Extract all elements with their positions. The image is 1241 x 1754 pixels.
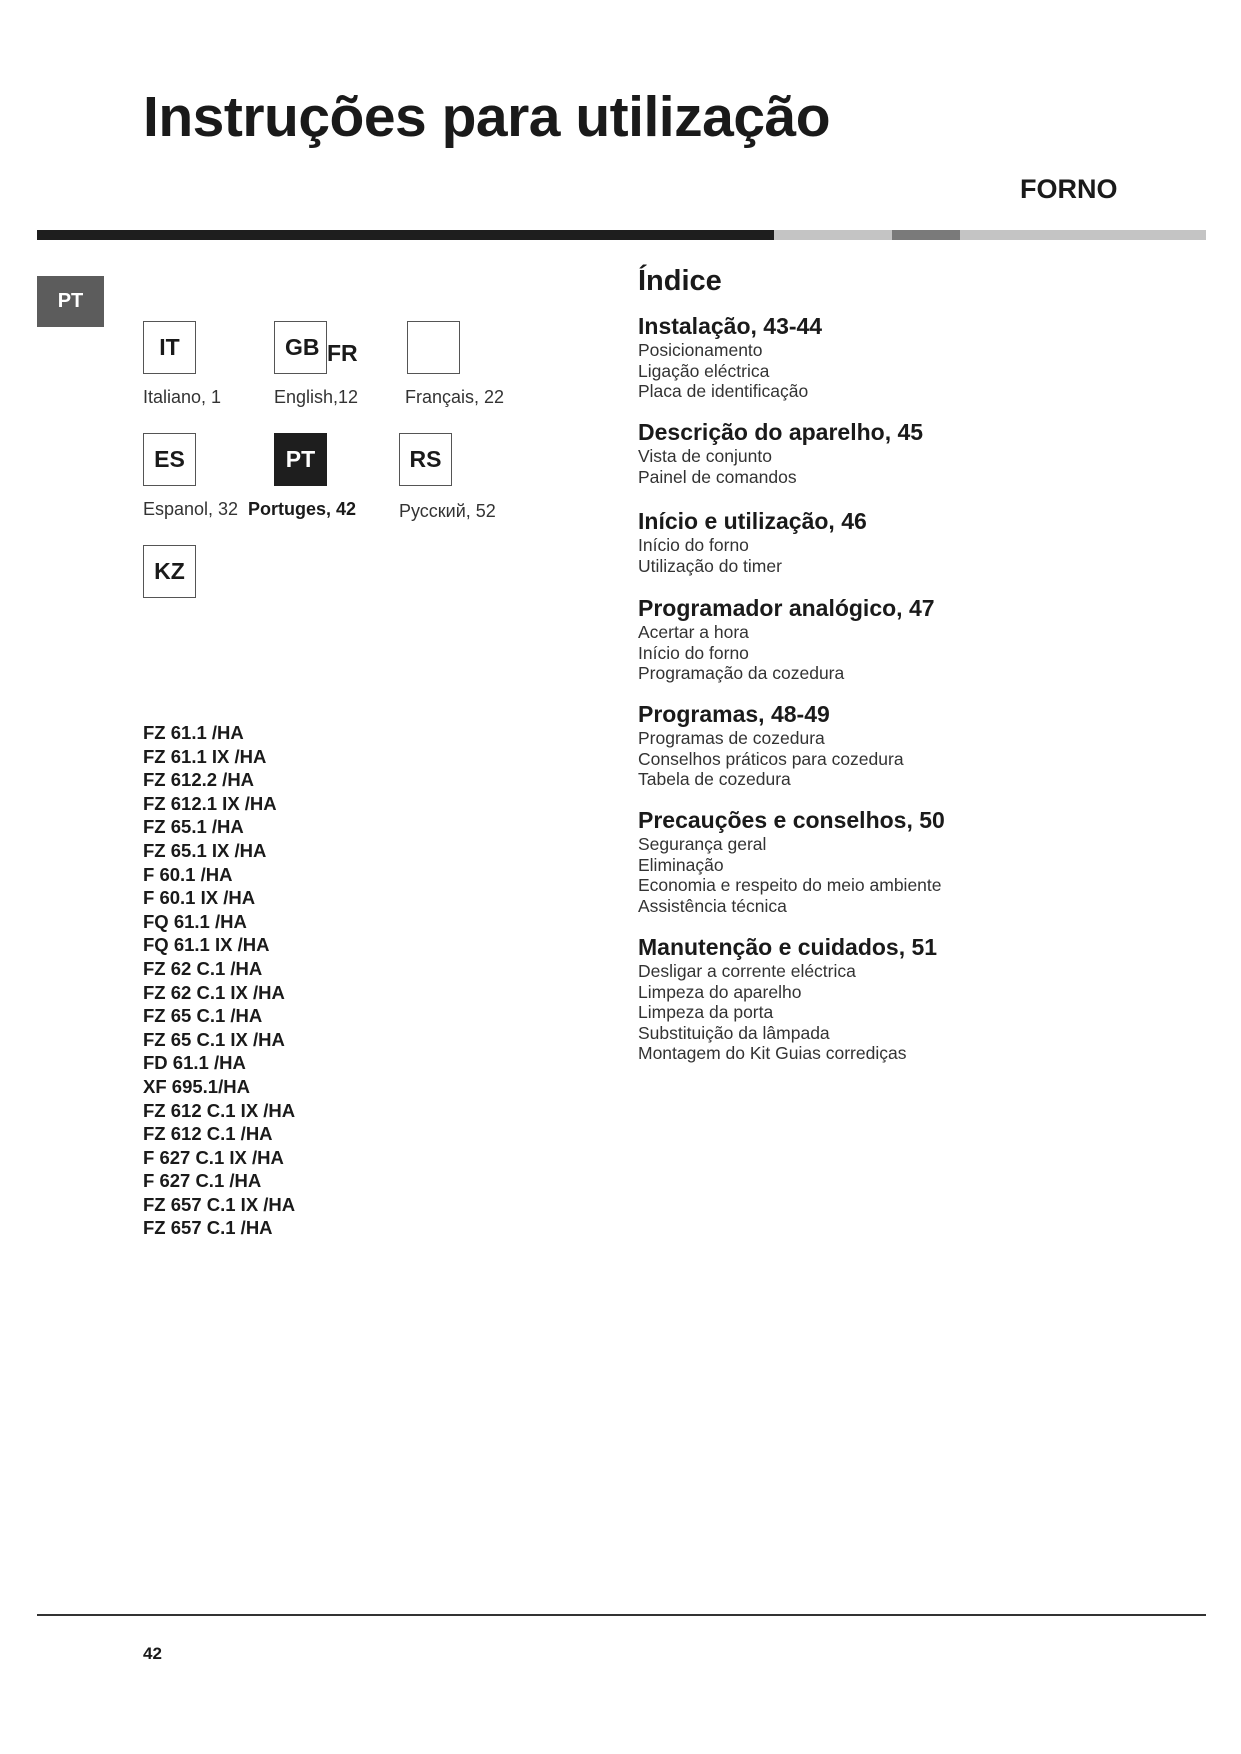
index-section-heading: Instalação, 43-44 <box>638 313 823 339</box>
index-item: Substituição da lâmpada <box>638 1022 830 1043</box>
index-section-heading: Precauções e conselhos, 50 <box>638 807 945 833</box>
index-section-heading: Manutenção e cuidados, 51 <box>638 934 938 960</box>
index-section-installation <box>638 312 822 402</box>
page-number: 42 <box>143 1644 162 1663</box>
language-label-pt: Portuges, 42 <box>248 499 357 519</box>
index-section-heading: Descrição do aparelho, 45 <box>638 419 924 445</box>
model-item: FZ 612 C.1 /HA <box>143 1123 273 1145</box>
index-item: Conselhos práticos para cozedura <box>638 748 904 769</box>
index-item: Vista de conjunto <box>638 446 772 466</box>
model-item: FQ 61.1 IX /HA <box>143 934 270 956</box>
header-rule-light <box>774 230 1206 240</box>
model-item: FZ 657 C.1 IX /HA <box>143 1193 296 1215</box>
language-label-es: Espanol, 32 <box>143 499 239 519</box>
index-item: Acertar a hora <box>638 622 749 642</box>
model-item: FZ 62 C.1 IX /HA <box>143 981 285 1003</box>
index-section-programs <box>638 700 904 790</box>
index-section-programmer <box>638 594 935 684</box>
language-box-gb <box>274 321 327 374</box>
index-item: Utilização do timer <box>638 555 782 576</box>
model-item: F 627 C.1 /HA <box>143 1170 262 1192</box>
index-item: Limpeza do aparelho <box>638 981 802 1002</box>
index-item: Posicionamento <box>638 340 763 360</box>
index-item: Placa de identificação <box>638 381 809 401</box>
footer-rule <box>37 1614 1206 1616</box>
index-item: Programação da cozedura <box>638 663 845 683</box>
index-section-maintenance <box>638 933 937 1064</box>
header-rule-dark <box>37 230 774 240</box>
index-section-heading: Programas, 48-49 <box>638 701 830 727</box>
model-item: FZ 65.1 IX /HA <box>143 839 267 861</box>
index-item: Economia e respeito do meio ambiente <box>638 875 942 895</box>
model-item: FZ 612 C.1 IX /HA <box>143 1099 296 1121</box>
language-box-fr <box>407 321 460 374</box>
index-title: Índice <box>638 265 722 297</box>
index-item: Eliminação <box>638 854 724 875</box>
model-item: FZ 65 C.1 IX /HA <box>143 1028 285 1050</box>
index-section-precautions <box>638 806 945 916</box>
product-type-label: FORNO <box>1020 174 1118 204</box>
index-item: Limpeza da porta <box>638 1002 774 1022</box>
model-item: FQ 61.1 /HA <box>143 910 247 932</box>
index-section-heading: Início e utilização, 46 <box>638 508 867 534</box>
language-box-it: IT <box>143 321 196 374</box>
model-item: XF 695.1/HA <box>143 1075 250 1097</box>
index-section-description <box>638 418 923 487</box>
language-code-gb: GB <box>285 334 320 360</box>
language-label-rs: Русский, 52 <box>399 501 496 521</box>
model-item: FZ 612.1 IX /HA <box>143 792 277 814</box>
index-item: Assistência técnica <box>638 895 787 916</box>
model-item: FZ 62 C.1 /HA <box>143 957 263 979</box>
index-item: Desligar a corrente eléctrica <box>638 961 856 981</box>
index-item: Ligação eléctrica <box>638 360 770 381</box>
index-item: Tabela de cozedura <box>638 769 791 789</box>
model-item: F 60.1 /HA <box>143 863 233 885</box>
model-item: FZ 61.1 /HA <box>143 722 244 743</box>
language-label-fr: Français, 22 <box>405 387 505 407</box>
index-section-start <box>638 507 867 576</box>
index-section-heading: Programador analógico, 47 <box>638 595 935 621</box>
language-box-rs: RS <box>399 433 452 486</box>
language-box-es: ES <box>143 433 196 486</box>
model-item: FZ 61.1 IX /HA <box>143 745 267 767</box>
language-label-gb: English,12 <box>274 387 359 407</box>
page-title: Instruções para utilização <box>143 85 831 149</box>
language-label-it: Italiano, 1 <box>143 387 222 407</box>
index-item: Programas de cozedura <box>638 728 825 748</box>
header-rule-accent <box>892 230 960 240</box>
language-box-kz: KZ <box>143 545 196 598</box>
language-code-fr: FR <box>327 340 358 366</box>
index-item: Início do forno <box>638 535 749 555</box>
index-item: Segurança geral <box>638 834 767 854</box>
model-item: FZ 612.2 /HA <box>143 769 255 791</box>
model-item: FZ 65 C.1 /HA <box>143 1005 263 1027</box>
model-item: FZ 65.1 /HA <box>143 816 244 838</box>
index-item: Painel de comandos <box>638 466 797 487</box>
index-item: Montagem do Kit Guias corrediças <box>638 1043 907 1063</box>
model-item: F 60.1 IX /HA <box>143 887 256 909</box>
language-box-pt: PT <box>274 433 327 486</box>
model-list <box>143 721 295 1240</box>
model-item: FD 61.1 /HA <box>143 1052 246 1074</box>
model-item: FZ 657 C.1 /HA <box>143 1217 273 1239</box>
current-language-tab: PT <box>37 276 104 327</box>
model-item: F 627 C.1 IX /HA <box>143 1146 284 1168</box>
index-item: Início do forno <box>638 642 749 663</box>
